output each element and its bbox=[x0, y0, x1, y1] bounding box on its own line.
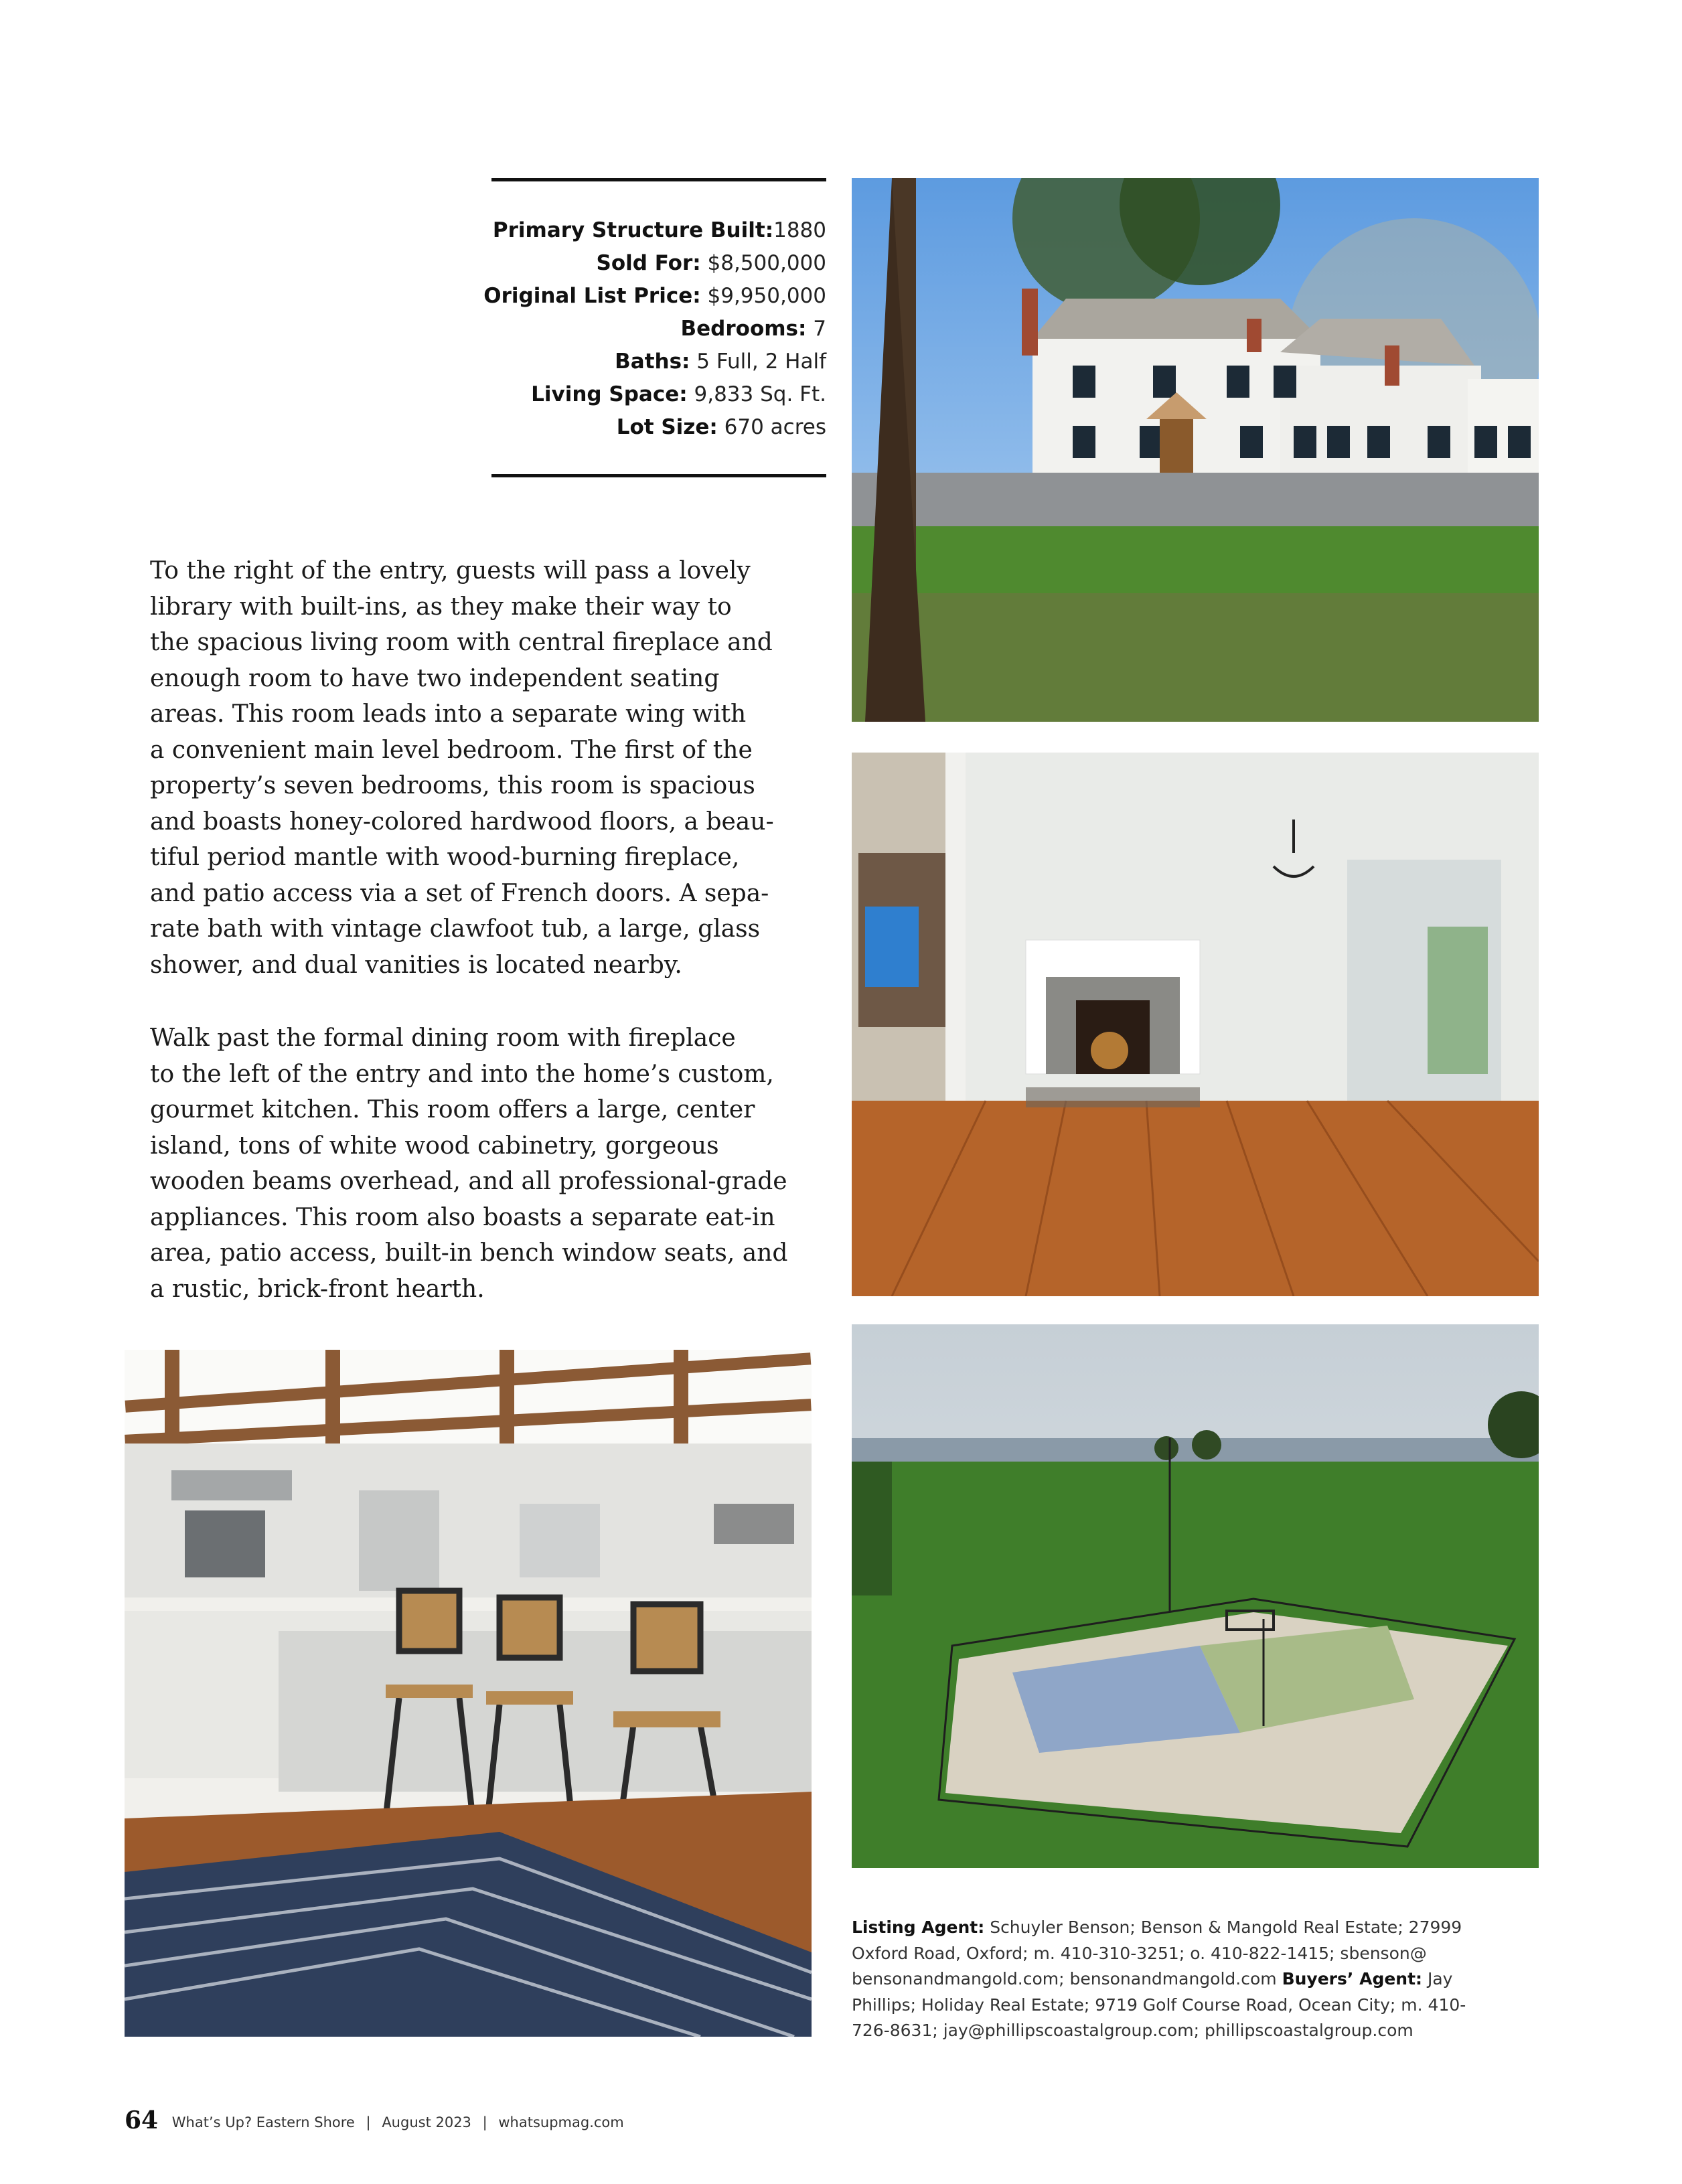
text-line: a convenient main level bedroom. The first of the bbox=[150, 736, 753, 764]
footer-separator: | bbox=[366, 2114, 371, 2130]
page-number: 64 bbox=[125, 2106, 159, 2134]
issue-date: August 2023 bbox=[382, 2114, 471, 2130]
fact-list-price: Original List Price: $9,950,000 bbox=[483, 284, 826, 308]
text-line: appliances. This room also boasts a separate eat-in bbox=[150, 1203, 775, 1231]
paragraph-living-room bbox=[150, 553, 813, 983]
agent-line: Oxford Road, Oxford; m. 410-310-3251; o. 410-822-1415; sbenson@ bbox=[852, 1943, 1427, 1963]
text-line: areas. This room leads into a separate wing with bbox=[150, 700, 747, 728]
fact-sold-for: Sold For: $8,500,000 bbox=[596, 251, 826, 275]
text-line: to the left of the entry and into the home’s custom, bbox=[150, 1060, 774, 1088]
agent-credits bbox=[852, 1915, 1515, 2044]
text-line: and patio access via a set of French doors. A sepa- bbox=[150, 879, 769, 907]
publication-name: What’s Up? Eastern Shore bbox=[171, 2114, 355, 2130]
text-line: rate bath with vintage clawfoot tub, a large, glass bbox=[150, 915, 761, 943]
facts-bottom-rule bbox=[491, 474, 826, 477]
listing-agent-label: Listing Agent: bbox=[852, 1918, 985, 1937]
agent-line: Listing Agent: Schuyler Benson; Benson & Mangold Real Estate; 27999 bbox=[852, 1918, 1462, 1937]
buyers-agent-label: Buyers’ Agent: bbox=[1282, 1969, 1423, 1988]
text-line: tiful period mantle with wood-burning fireplace, bbox=[150, 844, 740, 871]
facts-top-rule bbox=[491, 178, 826, 181]
fact-bedrooms: Bedrooms: 7 bbox=[680, 317, 826, 341]
website-link: whatsupmag.com bbox=[498, 2114, 624, 2130]
fact-baths: Baths: 5 Full, 2 Half bbox=[615, 349, 826, 374]
text-line: property’s seven bedrooms, this room is spacious bbox=[150, 772, 755, 799]
text-line: island, tons of white wood cabinetry, gorgeous bbox=[150, 1132, 719, 1160]
agent-line: Phillips; Holiday Real Estate; 9719 Golf Course Road, Ocean City; m. 410- bbox=[852, 1995, 1466, 2015]
text-line: gourmet kitchen. This room offers a large, center bbox=[150, 1096, 755, 1123]
text-line: area, patio access, built-in bench window seats, and bbox=[150, 1239, 788, 1267]
text-line: enough room to have two independent seating bbox=[150, 664, 720, 692]
photo-sport-court bbox=[852, 1324, 1539, 1868]
photo-living-room bbox=[852, 753, 1539, 1296]
fact-lot-size: Lot Size: 670 acres bbox=[616, 415, 826, 439]
property-facts bbox=[469, 214, 826, 444]
agent-line: 726-8631; jay@phillipscoastalgroup.com; phillipscoastalgroup.com bbox=[852, 2021, 1413, 2040]
agent-line: bensonandmangold.com; bensonandmangold.com Buyers’ Agent: Jay bbox=[852, 1969, 1453, 1988]
fact-built: Primary Structure Built:1880 bbox=[492, 218, 826, 242]
text-line: To the right of the entry, guests will pass a lovely bbox=[150, 557, 751, 584]
text-line: wooden beams overhead, and all professional-grade bbox=[150, 1168, 787, 1195]
page-footer bbox=[125, 2106, 624, 2134]
text-line: shower, and dual vanities is located nearby. bbox=[150, 951, 682, 979]
paragraph-kitchen bbox=[150, 1020, 813, 1307]
text-line: a rustic, brick-front hearth. bbox=[150, 1275, 485, 1303]
text-line: library with built-ins, as they make their way to bbox=[150, 593, 732, 621]
text-line: Walk past the formal dining room with fireplace bbox=[150, 1024, 736, 1052]
photo-house-exterior bbox=[852, 178, 1539, 722]
footer-separator: | bbox=[482, 2114, 487, 2130]
text-line: the spacious living room with central fireplace and bbox=[150, 629, 773, 656]
text-line: and boasts honey-colored hardwood floors, a beau- bbox=[150, 807, 774, 836]
photo-kitchen bbox=[125, 1350, 812, 2037]
fact-living-space: Living Space: 9,833 Sq. Ft. bbox=[531, 382, 826, 406]
